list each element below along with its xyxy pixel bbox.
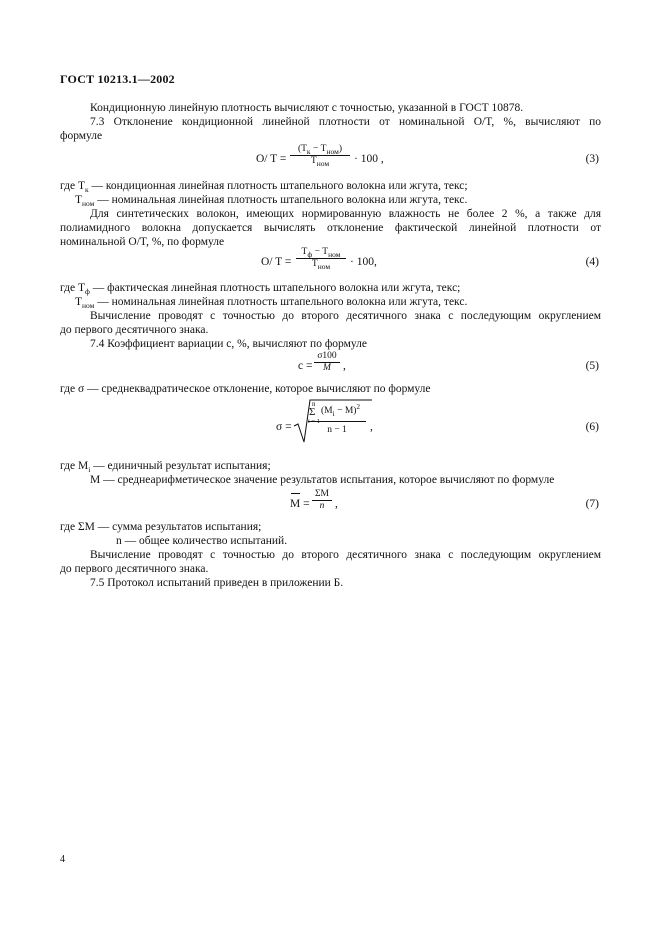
where-tk: где $T_к$ — кондиционная линейная плотность штапельного волокна или жгута, текс; bbox=[60, 180, 468, 194]
formula-4-denominator: $T_{ном}$ bbox=[311, 259, 331, 271]
formula-6-fraction-bar bbox=[308, 421, 366, 422]
paragraph-7-5: 7.5 Протокол испытаний приведен в приложении Б. bbox=[90, 577, 344, 589]
paragraph-conditioned-density: Кондиционную линейную плотность вычисляют с точностью, указанной в ГОСТ 10878. bbox=[90, 102, 524, 114]
formula-4-numerator: $T_ф - T_{ном}$ bbox=[301, 247, 341, 259]
paragraph-precision-2-line2: до первого десятичного знака. bbox=[60, 563, 209, 575]
formula-6-sum-upper: n bbox=[312, 400, 316, 408]
formula-7-fraction bbox=[312, 489, 332, 512]
formula-4-fraction bbox=[296, 247, 346, 270]
formula-3-numerator: $(T_к - T_{ном})$ bbox=[297, 144, 343, 156]
where-m: M — среднеарифметическое значение результатов испытания, которое вычисляют по формуле bbox=[90, 474, 555, 486]
formula-5-tail: , bbox=[343, 360, 346, 372]
formula-5-lhs: c = bbox=[298, 360, 313, 372]
formula-3-denominator: $T_{ном}$ bbox=[310, 156, 330, 168]
paragraph-synthetic-line1: Для синтетических волокон, имеющих нормированную влажность не более 2 %, а также для bbox=[90, 208, 601, 220]
formula-6-denominator: n − 1 bbox=[327, 425, 347, 435]
where-sum: где ΣM — сумма результатов испытания; bbox=[60, 521, 262, 533]
paragraph-7-3-line1: 7.3 Отклонение кондиционной линейной плотности от номинальной O/T, %, вычисляют по bbox=[90, 116, 601, 128]
paragraph-7-4: 7.4 Коэффициент вариации c, %, вычисляют по формуле bbox=[90, 338, 367, 350]
where-tf: где $T_ф$ — фактическая линейная плотность штапельного волокна или жгута, текс; bbox=[60, 282, 461, 296]
formula-5-fraction bbox=[314, 351, 340, 374]
formula-6-sum-sign: Σ bbox=[309, 406, 316, 418]
formula-3-lhs: O/ T = bbox=[256, 153, 287, 165]
formula-5-denominator: M bbox=[323, 363, 331, 373]
formula-6-lhs: σ = bbox=[276, 421, 292, 433]
where-tnom-2: $T_{ном}$ — номинальная линейная плотность штапельного волокна или жгута, текс. bbox=[75, 296, 468, 310]
formula-4-number: (4) bbox=[585, 256, 599, 268]
formula-5-numerator: σ100 bbox=[317, 351, 337, 361]
where-n: n — общее количество испытаний. bbox=[116, 535, 288, 547]
formula-6-tail: , bbox=[370, 421, 373, 433]
document-header: ГОСТ 10213.1—2002 bbox=[60, 72, 175, 86]
formula-7-tail: , bbox=[335, 498, 338, 510]
formula-3-number: (3) bbox=[585, 153, 599, 165]
where-tnom: $T_{ном}$ — номинальная линейная плотность штапельного волокна или жгута, текс. bbox=[75, 194, 468, 208]
formula-5-number: (5) bbox=[585, 360, 599, 372]
paragraph-precision-2-line1: Вычисление проводят с точностью до второго десятичного знака с последующим округлением bbox=[90, 549, 601, 561]
formula-4-lhs: O/ T = bbox=[261, 256, 292, 268]
formula-6-numerator: $(M_i - M)^2$ bbox=[321, 403, 360, 418]
formula-6-sum-lower: i = 1 bbox=[308, 418, 320, 425]
where-mi: где $M_i$ — единичный результат испытания; bbox=[60, 460, 271, 474]
formula-4-tail: · 100, bbox=[350, 256, 377, 268]
paragraph-synthetic-line2: полиамидного волокна допускается вычислять отклонение фактической линейной плотности от bbox=[60, 222, 601, 234]
formula-7-lhs: M = bbox=[290, 498, 310, 510]
paragraph-precision-line2: до первого десятичного знака. bbox=[60, 324, 209, 336]
formula-7-denominator: n bbox=[319, 501, 325, 511]
formula-3-tail: · 100 , bbox=[354, 153, 384, 165]
formula-6-number: (6) bbox=[585, 421, 599, 433]
formula-7-number: (7) bbox=[585, 498, 599, 510]
formula-7-numerator: ΣM bbox=[315, 489, 329, 499]
formula-3-fraction bbox=[290, 144, 350, 167]
page-number: 4 bbox=[60, 854, 65, 865]
paragraph-synthetic-line3: номинальной O/T, %, по формуле bbox=[60, 236, 225, 248]
formula-7-mean-overline bbox=[291, 493, 300, 494]
paragraph-precision-line1: Вычисление проводят с точностью до второго десятичного знака с последующим округлением bbox=[90, 310, 601, 322]
where-sigma: где σ — среднеквадратическое отклонение, которое вычисляют по формуле bbox=[60, 383, 431, 395]
paragraph-7-3-line2: формуле bbox=[60, 130, 103, 142]
